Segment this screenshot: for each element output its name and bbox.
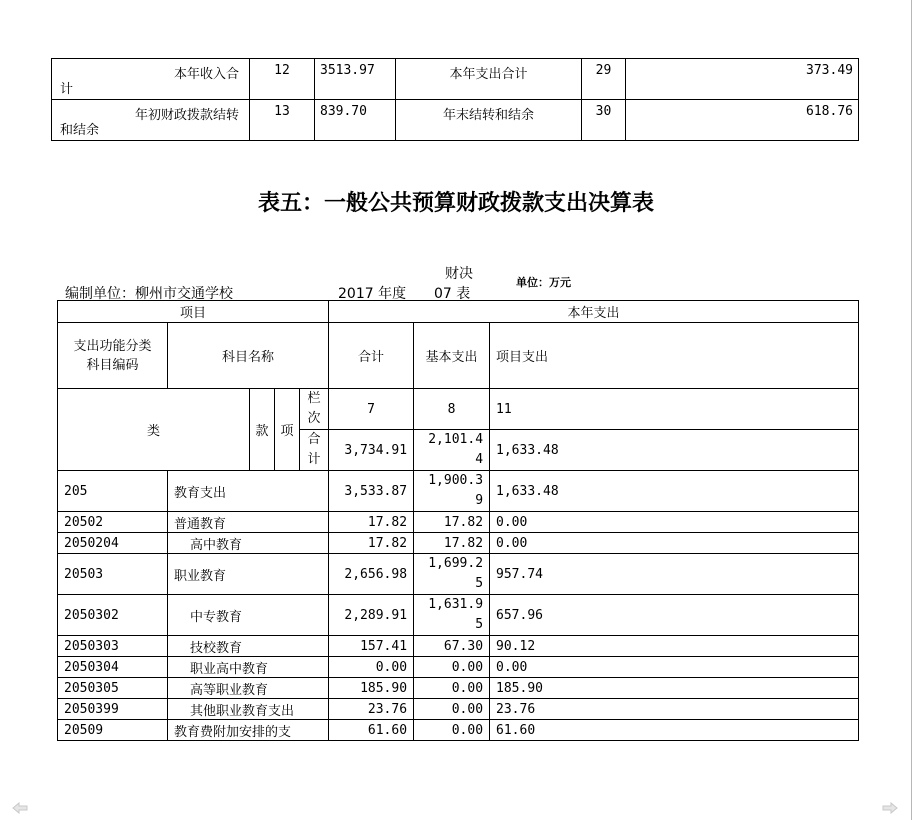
table-title: 表五：一般公共预算财政拨款支出决算表 xyxy=(257,190,654,216)
form-number-line1: 财决 xyxy=(445,266,473,282)
expense-table xyxy=(57,300,859,741)
summary-right-value: 373.49 xyxy=(626,59,859,100)
summary-right-label: 年末结转和结余 xyxy=(396,100,582,141)
table-row: 20502 普通教育 17.82 17.82 0.00 xyxy=(58,512,859,533)
header-project: 项目 xyxy=(58,301,329,323)
table-row: 2050302 中专教育 2,289.91 1,631.9 5 657.96 xyxy=(58,595,859,636)
summary-left-label: 本年收入合 计 xyxy=(52,59,250,100)
header-xiang: 项 xyxy=(275,389,300,471)
report-year: 2017 年度 xyxy=(338,286,407,302)
table-row: 20509 教育费附加安排的支 61.60 0.00 61.60 xyxy=(58,720,859,741)
grand-total-total: 3,734.91 xyxy=(329,430,414,471)
table-row: 2050399 其他职业教育支出 23.76 0.00 23.76 xyxy=(58,699,859,720)
header-current-year-expense: 本年支出 xyxy=(329,301,859,323)
summary-row xyxy=(52,59,859,100)
unit-label: 单位：万元 xyxy=(516,276,571,289)
col-number-basic: 8 xyxy=(414,389,490,430)
grand-total-basic: 2,101.4 4 xyxy=(414,430,490,471)
header-row xyxy=(58,301,859,323)
summary-left-no: 13 xyxy=(250,100,315,141)
table-row: 2050303 技校教育 157.41 67.30 90.12 xyxy=(58,636,859,657)
summary-table xyxy=(51,58,859,141)
header-heji: 合 计 xyxy=(300,430,329,471)
header-total: 合计 xyxy=(329,323,414,389)
table-row: 2050304 职业高中教育 0.00 0.00 0.00 xyxy=(58,657,859,678)
header-lanci: 栏 次 xyxy=(300,389,329,430)
form-number-line2: 07 表 xyxy=(434,286,471,302)
table-row: 20503 职业教育 2,656.98 1,699.2 5 957.74 xyxy=(58,554,859,595)
arrow-right-icon[interactable] xyxy=(882,802,898,814)
summary-left-no: 12 xyxy=(250,59,315,100)
header-kuan: 款 xyxy=(250,389,275,471)
summary-right-label: 本年支出合计 xyxy=(396,59,582,100)
header-code: 支出功能分类 科目编码 xyxy=(58,323,168,389)
table-row: 2050204 高中教育 17.82 17.82 0.00 xyxy=(58,533,859,554)
summary-right-no: 30 xyxy=(582,100,626,141)
summary-left-value: 3513.97 xyxy=(315,59,396,100)
header-basic: 基本支出 xyxy=(414,323,490,389)
unit-org: 编制单位：柳州市交通学校 xyxy=(65,286,233,302)
col-number-project: 11 xyxy=(490,389,859,430)
header-row xyxy=(58,389,859,430)
summary-left-value: 839.70 xyxy=(315,100,396,141)
header-row xyxy=(58,323,859,389)
table-row: 2050305 高等职业教育 185.90 0.00 185.90 xyxy=(58,678,859,699)
col-number-total: 7 xyxy=(329,389,414,430)
summary-row xyxy=(52,100,859,141)
header-subject-name: 科目名称 xyxy=(168,323,329,389)
summary-right-no: 29 xyxy=(582,59,626,100)
grand-total-project: 1,633.48 xyxy=(490,430,859,471)
header-lei: 类 xyxy=(58,389,250,471)
summary-right-value: 618.76 xyxy=(626,100,859,141)
summary-left-label: 年初财政拨款结转 和结余 xyxy=(52,100,250,141)
arrow-left-icon[interactable] xyxy=(12,802,28,814)
header-project-expense: 项目支出 xyxy=(490,323,859,389)
table-row: 205 教育支出 3,533.87 1,900.3 9 1,633.48 xyxy=(58,471,859,512)
